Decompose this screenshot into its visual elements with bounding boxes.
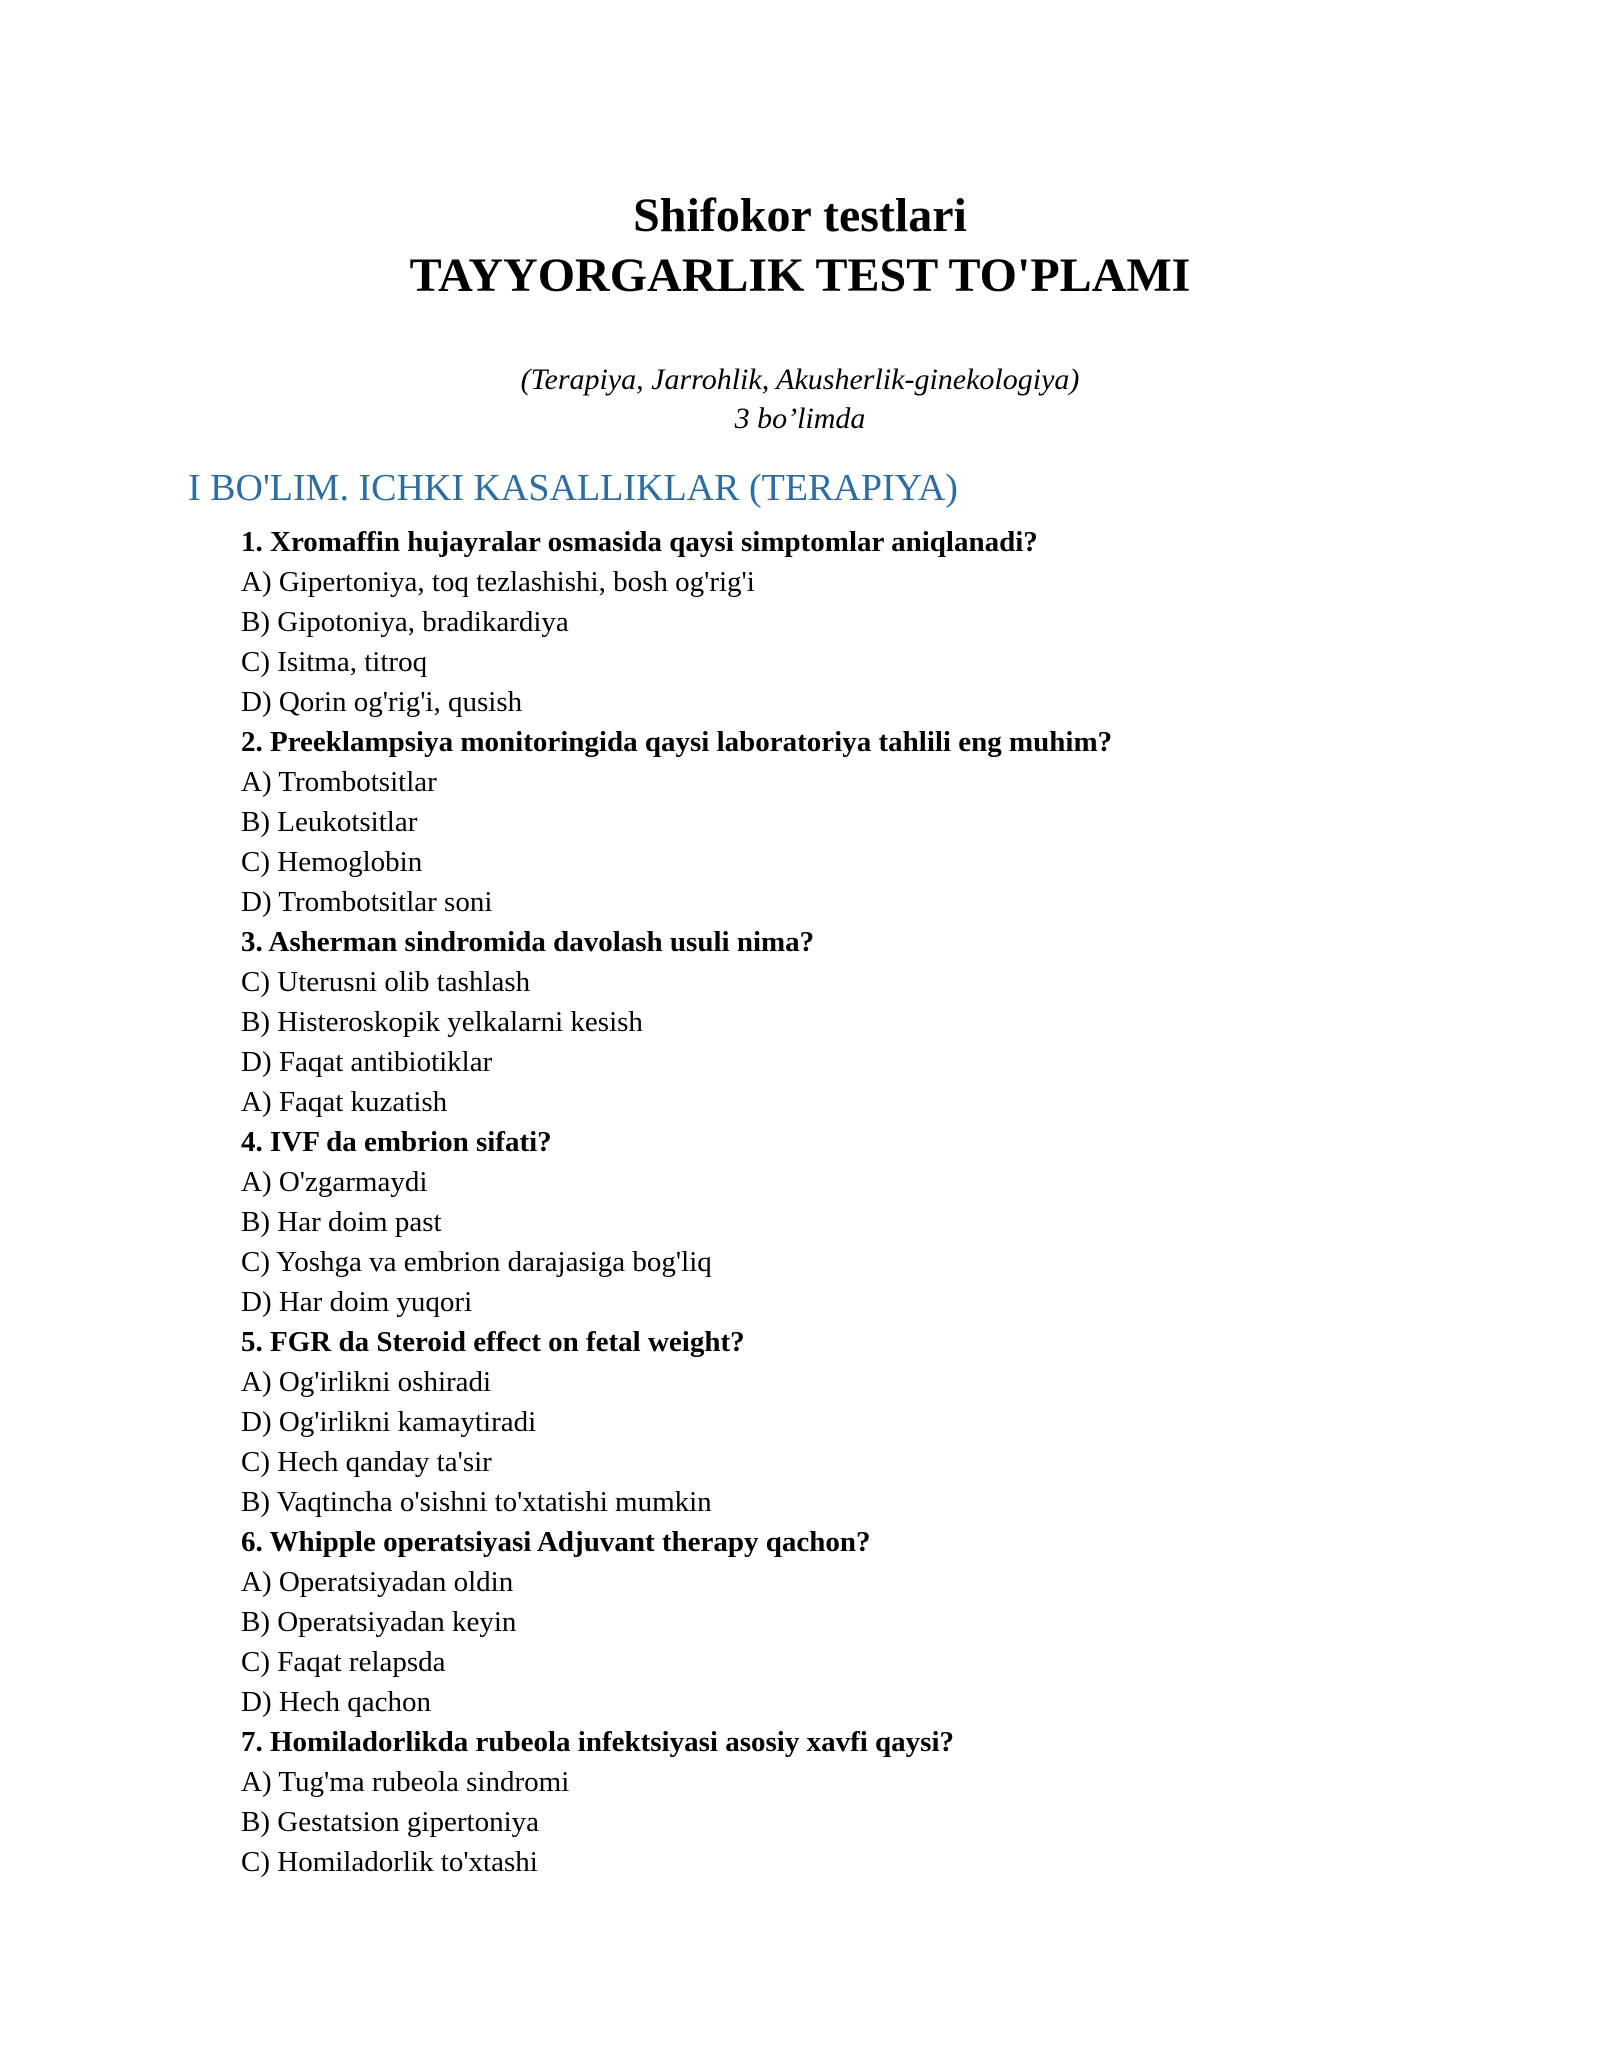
question-text: 2. Preeklampsiya monitoringida qaysi laboratoriya tahlili eng muhim?	[241, 726, 1113, 758]
question-list	[241, 522, 1541, 1882]
answer-option: D) Hech qachon	[241, 1686, 432, 1718]
answer-option: D) Qorin og'rig'i, qusish	[241, 686, 523, 718]
question-block	[241, 1522, 1541, 1722]
question-text: 1. Xromaffin hujayralar osmasida qaysi simptomlar aniqlanadi?	[241, 526, 1038, 558]
answer-option: A) Trombotsitlar	[241, 766, 437, 798]
question-text: 4. IVF da embrion sifati?	[241, 1126, 552, 1158]
section-heading: I BO'LIM. ICHKI KASALLIKLAR (TERAPIYA)	[188, 467, 958, 509]
question-text: 5. FGR da Steroid effect on fetal weight?	[241, 1326, 745, 1358]
answer-option: C) Faqat relapsda	[241, 1646, 446, 1678]
document-title	[0, 186, 1600, 306]
question-text: 6. Whipple operatsiyasi Adjuvant therapy qachon?	[241, 1526, 871, 1558]
question-block	[241, 1722, 1541, 1882]
answer-option: A) Tug'ma rubeola sindromi	[241, 1766, 570, 1798]
answer-option: B) Har doim past	[241, 1206, 442, 1238]
answer-option: D) Har doim yuqori	[241, 1286, 473, 1318]
question-block	[241, 522, 1541, 722]
answer-option: B) Vaqtincha o'sishni to'xtatishi mumkin	[241, 1486, 712, 1518]
question-text: 3. Asherman sindromida davolash usuli nima?	[241, 926, 815, 958]
answer-option: B) Leukotsitlar	[241, 806, 418, 838]
answer-option: D) Faqat antibiotiklar	[241, 1046, 493, 1078]
document-subtitle	[0, 360, 1600, 438]
question-block	[241, 1122, 1541, 1322]
answer-option: C) Hech qanday ta'sir	[241, 1446, 492, 1478]
subtitle-line-1: (Terapiya, Jarrohlik, Akusherlik-ginekologiya)	[520, 363, 1080, 396]
answer-option: C) Homiladorlik to'xtashi	[241, 1846, 538, 1878]
title-line-2: TAYYORGARLIK TEST TO'PLAMI	[409, 249, 1191, 302]
answer-option: A) Operatsiyadan oldin	[241, 1566, 514, 1598]
answer-option: B) Gestatsion gipertoniya	[241, 1806, 540, 1838]
answer-option: C) Hemoglobin	[241, 846, 423, 878]
question-block	[241, 1322, 1541, 1522]
answer-option: A) Og'irlikni oshiradi	[241, 1366, 492, 1398]
answer-option: A) Faqat kuzatish	[241, 1086, 448, 1118]
subtitle-line-2: 3 bo’limda	[734, 402, 866, 435]
answer-option: B) Operatsiyadan keyin	[241, 1606, 517, 1638]
answer-option: C) Yoshga va embrion darajasiga bog'liq	[241, 1246, 712, 1278]
answer-option: C) Uterusni olib tashlash	[241, 966, 531, 998]
answer-option: A) Gipertoniya, toq tezlashishi, bosh og'rig'i	[241, 566, 755, 598]
question-block	[241, 722, 1541, 922]
answer-option: D) Og'irlikni kamaytiradi	[241, 1406, 537, 1438]
question-text: 7. Homiladorlikda rubeola infektsiyasi asosiy xavfi qaysi?	[241, 1726, 955, 1758]
answer-option: B) Histeroskopik yelkalarni kesish	[241, 1006, 643, 1038]
question-block	[241, 922, 1541, 1122]
answer-option: B) Gipotoniya, bradikardiya	[241, 606, 569, 638]
answer-option: C) Isitma, titroq	[241, 646, 428, 678]
answer-option: D) Trombotsitlar soni	[241, 886, 493, 918]
title-line-1: Shifokor testlari	[633, 189, 967, 242]
answer-option: A) O'zgarmaydi	[241, 1166, 428, 1198]
